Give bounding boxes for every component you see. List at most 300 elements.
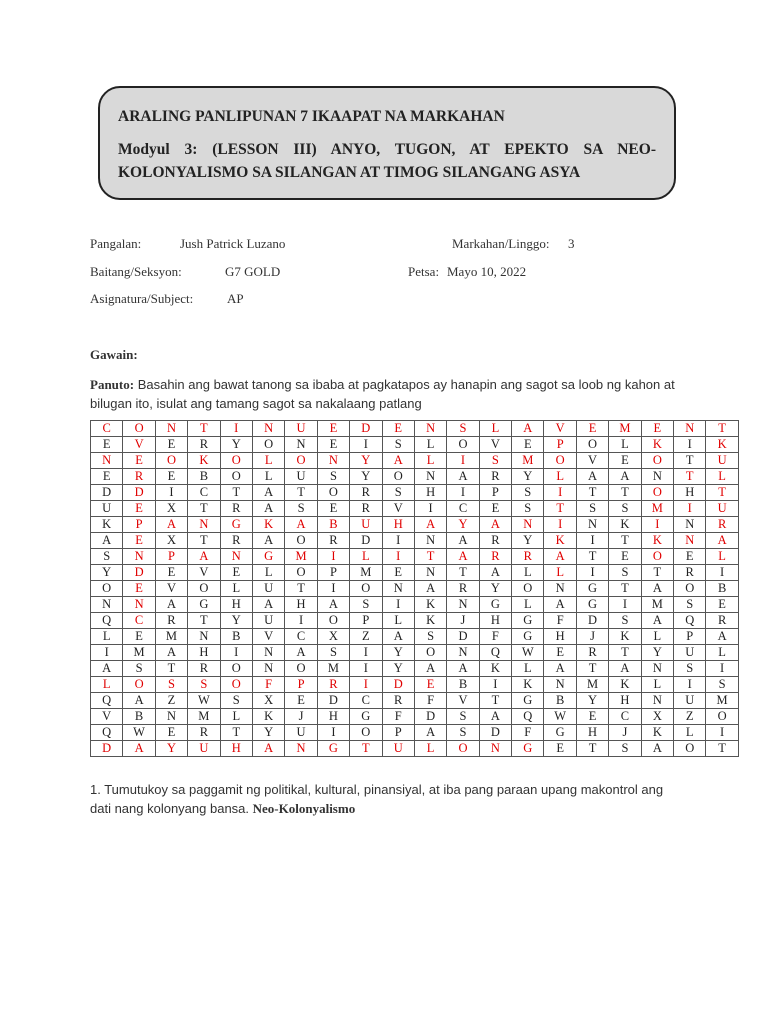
grid-cell[interactable]: S bbox=[382, 437, 414, 453]
grid-cell[interactable]: E bbox=[382, 421, 414, 437]
grid-cell[interactable]: I bbox=[382, 533, 414, 549]
grid-cell[interactable]: Z bbox=[350, 629, 382, 645]
grid-cell[interactable]: G bbox=[576, 581, 608, 597]
grid-cell[interactable]: U bbox=[350, 517, 382, 533]
grid-cell[interactable]: U bbox=[252, 581, 284, 597]
grid-cell[interactable]: G bbox=[188, 597, 220, 613]
grid-cell[interactable]: V bbox=[123, 437, 155, 453]
grid-cell[interactable]: U bbox=[252, 613, 284, 629]
grid-cell[interactable]: R bbox=[188, 661, 220, 677]
grid-cell[interactable]: A bbox=[155, 517, 187, 533]
grid-cell[interactable]: O bbox=[674, 581, 706, 597]
grid-cell[interactable]: I bbox=[674, 437, 706, 453]
grid-cell[interactable]: K bbox=[609, 629, 641, 645]
grid-cell[interactable]: S bbox=[609, 741, 641, 757]
grid-cell[interactable]: E bbox=[155, 437, 187, 453]
grid-cell[interactable]: C bbox=[285, 629, 317, 645]
grid-cell[interactable]: M bbox=[609, 421, 641, 437]
grid-cell[interactable]: U bbox=[674, 693, 706, 709]
grid-cell[interactable]: A bbox=[382, 453, 414, 469]
grid-cell[interactable]: A bbox=[317, 597, 349, 613]
grid-cell[interactable]: T bbox=[220, 725, 252, 741]
grid-cell[interactable]: A bbox=[91, 661, 123, 677]
grid-cell[interactable]: U bbox=[91, 501, 123, 517]
grid-cell[interactable]: L bbox=[641, 677, 673, 693]
grid-cell[interactable]: G bbox=[544, 725, 576, 741]
grid-cell[interactable]: L bbox=[382, 613, 414, 629]
grid-cell[interactable]: N bbox=[285, 741, 317, 757]
grid-cell[interactable]: G bbox=[252, 549, 284, 565]
grid-cell[interactable]: T bbox=[188, 613, 220, 629]
grid-cell[interactable]: S bbox=[479, 453, 511, 469]
grid-cell[interactable]: T bbox=[544, 501, 576, 517]
grid-cell[interactable]: D bbox=[123, 565, 155, 581]
grid-cell[interactable]: D bbox=[382, 677, 414, 693]
grid-cell[interactable]: P bbox=[382, 725, 414, 741]
grid-cell[interactable]: L bbox=[544, 469, 576, 485]
grid-cell[interactable]: O bbox=[285, 565, 317, 581]
grid-cell[interactable]: D bbox=[479, 725, 511, 741]
grid-cell[interactable]: L bbox=[609, 437, 641, 453]
grid-cell[interactable]: G bbox=[220, 517, 252, 533]
grid-cell[interactable]: D bbox=[447, 629, 479, 645]
grid-cell[interactable]: K bbox=[609, 677, 641, 693]
grid-cell[interactable]: A bbox=[252, 501, 284, 517]
grid-cell[interactable]: S bbox=[350, 597, 382, 613]
grid-cell[interactable]: E bbox=[382, 565, 414, 581]
grid-cell[interactable]: I bbox=[414, 501, 446, 517]
grid-cell[interactable]: P bbox=[317, 565, 349, 581]
grid-cell[interactable]: I bbox=[350, 661, 382, 677]
grid-cell[interactable]: K bbox=[609, 517, 641, 533]
grid-cell[interactable]: S bbox=[188, 677, 220, 693]
grid-cell[interactable]: H bbox=[382, 517, 414, 533]
grid-cell[interactable]: B bbox=[123, 709, 155, 725]
grid-cell[interactable]: V bbox=[252, 629, 284, 645]
grid-cell[interactable]: A bbox=[576, 469, 608, 485]
grid-cell[interactable]: A bbox=[414, 517, 446, 533]
grid-cell[interactable]: S bbox=[576, 501, 608, 517]
grid-cell[interactable]: A bbox=[155, 645, 187, 661]
grid-cell[interactable]: I bbox=[382, 549, 414, 565]
grid-cell[interactable]: X bbox=[155, 501, 187, 517]
grid-cell[interactable]: T bbox=[609, 645, 641, 661]
grid-cell[interactable]: T bbox=[609, 485, 641, 501]
grid-cell[interactable]: T bbox=[706, 485, 738, 501]
grid-cell[interactable]: E bbox=[155, 469, 187, 485]
grid-cell[interactable]: Y bbox=[512, 533, 544, 549]
grid-cell[interactable]: E bbox=[609, 549, 641, 565]
grid-cell[interactable]: E bbox=[576, 709, 608, 725]
grid-cell[interactable]: E bbox=[123, 453, 155, 469]
grid-cell[interactable]: T bbox=[674, 469, 706, 485]
grid-cell[interactable]: A bbox=[91, 533, 123, 549]
grid-cell[interactable]: E bbox=[674, 549, 706, 565]
grid-cell[interactable]: I bbox=[674, 501, 706, 517]
grid-cell[interactable]: E bbox=[91, 437, 123, 453]
grid-cell[interactable]: T bbox=[674, 453, 706, 469]
grid-cell[interactable]: F bbox=[382, 709, 414, 725]
grid-cell[interactable]: G bbox=[576, 597, 608, 613]
grid-cell[interactable]: W bbox=[188, 693, 220, 709]
grid-cell[interactable]: J bbox=[285, 709, 317, 725]
grid-cell[interactable]: R bbox=[479, 549, 511, 565]
grid-cell[interactable]: W bbox=[544, 709, 576, 725]
grid-cell[interactable]: K bbox=[479, 661, 511, 677]
grid-cell[interactable]: R bbox=[674, 565, 706, 581]
grid-cell[interactable]: T bbox=[609, 533, 641, 549]
grid-cell[interactable]: A bbox=[382, 629, 414, 645]
grid-cell[interactable]: E bbox=[317, 437, 349, 453]
grid-cell[interactable]: T bbox=[188, 421, 220, 437]
grid-cell[interactable]: I bbox=[706, 565, 738, 581]
grid-cell[interactable]: V bbox=[479, 437, 511, 453]
grid-cell[interactable]: I bbox=[447, 453, 479, 469]
grid-cell[interactable]: I bbox=[382, 597, 414, 613]
grid-cell[interactable]: V bbox=[188, 565, 220, 581]
grid-cell[interactable]: G bbox=[479, 597, 511, 613]
grid-cell[interactable]: I bbox=[317, 725, 349, 741]
grid-cell[interactable]: Y bbox=[512, 469, 544, 485]
grid-cell[interactable]: L bbox=[706, 645, 738, 661]
grid-cell[interactable]: R bbox=[479, 533, 511, 549]
grid-cell[interactable]: O bbox=[382, 469, 414, 485]
grid-cell[interactable]: N bbox=[123, 597, 155, 613]
grid-cell[interactable]: N bbox=[641, 661, 673, 677]
grid-cell[interactable]: N bbox=[576, 517, 608, 533]
grid-cell[interactable]: O bbox=[350, 725, 382, 741]
grid-cell[interactable]: K bbox=[512, 677, 544, 693]
grid-cell[interactable]: P bbox=[123, 517, 155, 533]
grid-cell[interactable]: L bbox=[252, 453, 284, 469]
grid-cell[interactable]: B bbox=[706, 581, 738, 597]
grid-cell[interactable]: N bbox=[285, 437, 317, 453]
grid-cell[interactable]: M bbox=[576, 677, 608, 693]
grid-cell[interactable]: N bbox=[512, 517, 544, 533]
grid-cell[interactable]: P bbox=[674, 629, 706, 645]
grid-cell[interactable]: K bbox=[188, 453, 220, 469]
grid-cell[interactable]: M bbox=[512, 453, 544, 469]
grid-cell[interactable]: N bbox=[641, 693, 673, 709]
grid-cell[interactable]: O bbox=[317, 613, 349, 629]
grid-cell[interactable]: S bbox=[674, 661, 706, 677]
grid-cell[interactable]: G bbox=[317, 741, 349, 757]
grid-cell[interactable]: O bbox=[252, 437, 284, 453]
grid-cell[interactable]: P bbox=[544, 437, 576, 453]
grid-cell[interactable]: O bbox=[155, 453, 187, 469]
grid-cell[interactable]: L bbox=[512, 597, 544, 613]
grid-cell[interactable]: X bbox=[155, 533, 187, 549]
grid-cell[interactable]: S bbox=[706, 677, 738, 693]
grid-cell[interactable]: T bbox=[641, 565, 673, 581]
grid-cell[interactable]: I bbox=[155, 485, 187, 501]
grid-cell[interactable]: X bbox=[317, 629, 349, 645]
grid-cell[interactable]: O bbox=[576, 437, 608, 453]
grid-cell[interactable]: O bbox=[220, 677, 252, 693]
grid-cell[interactable]: S bbox=[317, 469, 349, 485]
grid-cell[interactable]: T bbox=[447, 565, 479, 581]
grid-cell[interactable]: Y bbox=[220, 613, 252, 629]
grid-cell[interactable]: N bbox=[155, 421, 187, 437]
grid-cell[interactable]: E bbox=[155, 565, 187, 581]
grid-cell[interactable]: O bbox=[123, 421, 155, 437]
grid-cell[interactable]: T bbox=[220, 485, 252, 501]
grid-cell[interactable]: S bbox=[512, 485, 544, 501]
grid-cell[interactable]: T bbox=[285, 485, 317, 501]
grid-cell[interactable]: Y bbox=[641, 645, 673, 661]
grid-cell[interactable]: E bbox=[123, 581, 155, 597]
grid-cell[interactable]: A bbox=[512, 421, 544, 437]
grid-cell[interactable]: P bbox=[285, 677, 317, 693]
grid-cell[interactable]: T bbox=[155, 661, 187, 677]
grid-cell[interactable]: E bbox=[155, 725, 187, 741]
grid-cell[interactable]: A bbox=[414, 581, 446, 597]
grid-cell[interactable]: G bbox=[512, 629, 544, 645]
grid-cell[interactable]: Y bbox=[350, 469, 382, 485]
grid-cell[interactable]: U bbox=[285, 469, 317, 485]
grid-cell[interactable]: E bbox=[285, 693, 317, 709]
grid-cell[interactable]: N bbox=[414, 421, 446, 437]
grid-cell[interactable]: S bbox=[447, 421, 479, 437]
grid-cell[interactable]: K bbox=[641, 725, 673, 741]
grid-cell[interactable]: E bbox=[609, 453, 641, 469]
grid-cell[interactable]: W bbox=[123, 725, 155, 741]
grid-cell[interactable]: E bbox=[317, 501, 349, 517]
grid-cell[interactable]: K bbox=[641, 437, 673, 453]
grid-cell[interactable]: L bbox=[674, 725, 706, 741]
grid-cell[interactable]: O bbox=[641, 485, 673, 501]
grid-cell[interactable]: C bbox=[350, 693, 382, 709]
grid-cell[interactable]: E bbox=[479, 501, 511, 517]
grid-cell[interactable]: D bbox=[91, 741, 123, 757]
grid-cell[interactable]: I bbox=[285, 613, 317, 629]
grid-cell[interactable]: Y bbox=[576, 693, 608, 709]
grid-cell[interactable]: R bbox=[350, 485, 382, 501]
grid-cell[interactable]: X bbox=[641, 709, 673, 725]
grid-cell[interactable]: N bbox=[123, 549, 155, 565]
grid-cell[interactable]: I bbox=[350, 645, 382, 661]
grid-cell[interactable]: T bbox=[479, 693, 511, 709]
grid-cell[interactable]: A bbox=[414, 661, 446, 677]
grid-cell[interactable]: R bbox=[317, 677, 349, 693]
grid-cell[interactable]: I bbox=[706, 661, 738, 677]
grid-cell[interactable]: K bbox=[252, 517, 284, 533]
grid-cell[interactable]: I bbox=[706, 725, 738, 741]
grid-cell[interactable]: O bbox=[447, 741, 479, 757]
grid-cell[interactable]: R bbox=[479, 469, 511, 485]
grid-cell[interactable]: Y bbox=[350, 453, 382, 469]
grid-cell[interactable]: A bbox=[544, 597, 576, 613]
grid-cell[interactable]: N bbox=[252, 421, 284, 437]
grid-cell[interactable]: S bbox=[317, 645, 349, 661]
grid-cell[interactable]: F bbox=[479, 629, 511, 645]
grid-cell[interactable]: T bbox=[188, 501, 220, 517]
grid-cell[interactable]: L bbox=[220, 709, 252, 725]
grid-cell[interactable]: N bbox=[220, 549, 252, 565]
grid-cell[interactable]: H bbox=[317, 709, 349, 725]
grid-cell[interactable]: L bbox=[414, 437, 446, 453]
grid-cell[interactable]: L bbox=[414, 453, 446, 469]
grid-cell[interactable]: D bbox=[123, 485, 155, 501]
grid-cell[interactable]: A bbox=[447, 469, 479, 485]
grid-cell[interactable]: A bbox=[479, 709, 511, 725]
grid-cell[interactable]: D bbox=[317, 693, 349, 709]
grid-cell[interactable]: F bbox=[252, 677, 284, 693]
grid-cell[interactable]: H bbox=[609, 693, 641, 709]
grid-cell[interactable]: A bbox=[123, 693, 155, 709]
grid-cell[interactable]: E bbox=[91, 469, 123, 485]
grid-cell[interactable]: N bbox=[544, 581, 576, 597]
grid-cell[interactable]: L bbox=[641, 629, 673, 645]
grid-cell[interactable]: S bbox=[674, 597, 706, 613]
grid-cell[interactable]: I bbox=[317, 581, 349, 597]
grid-cell[interactable]: L bbox=[414, 741, 446, 757]
grid-cell[interactable]: K bbox=[91, 517, 123, 533]
grid-cell[interactable]: N bbox=[91, 453, 123, 469]
grid-cell[interactable]: V bbox=[544, 421, 576, 437]
grid-cell[interactable]: O bbox=[641, 549, 673, 565]
grid-cell[interactable]: A bbox=[285, 645, 317, 661]
grid-cell[interactable]: L bbox=[252, 469, 284, 485]
grid-cell[interactable]: E bbox=[544, 741, 576, 757]
grid-cell[interactable]: S bbox=[609, 565, 641, 581]
grid-cell[interactable]: J bbox=[609, 725, 641, 741]
grid-cell[interactable]: N bbox=[479, 741, 511, 757]
grid-cell[interactable]: R bbox=[317, 533, 349, 549]
grid-cell[interactable]: T bbox=[609, 581, 641, 597]
grid-cell[interactable]: A bbox=[609, 469, 641, 485]
grid-cell[interactable]: E bbox=[706, 597, 738, 613]
grid-cell[interactable]: S bbox=[285, 501, 317, 517]
grid-cell[interactable]: O bbox=[220, 469, 252, 485]
grid-cell[interactable]: W bbox=[512, 645, 544, 661]
grid-cell[interactable]: Z bbox=[155, 693, 187, 709]
grid-cell[interactable]: I bbox=[479, 677, 511, 693]
grid-cell[interactable]: Q bbox=[91, 613, 123, 629]
grid-cell[interactable]: S bbox=[91, 549, 123, 565]
grid-cell[interactable]: R bbox=[188, 725, 220, 741]
grid-cell[interactable]: P bbox=[155, 549, 187, 565]
grid-cell[interactable]: G bbox=[512, 741, 544, 757]
grid-cell[interactable]: F bbox=[512, 725, 544, 741]
grid-cell[interactable]: H bbox=[479, 613, 511, 629]
grid-cell[interactable]: I bbox=[350, 677, 382, 693]
grid-cell[interactable]: G bbox=[512, 693, 544, 709]
grid-cell[interactable]: U bbox=[706, 453, 738, 469]
grid-cell[interactable]: E bbox=[317, 421, 349, 437]
grid-cell[interactable]: B bbox=[447, 677, 479, 693]
grid-cell[interactable]: R bbox=[220, 533, 252, 549]
grid-cell[interactable]: N bbox=[414, 565, 446, 581]
grid-cell[interactable]: S bbox=[609, 501, 641, 517]
grid-cell[interactable]: B bbox=[317, 517, 349, 533]
grid-cell[interactable]: H bbox=[220, 741, 252, 757]
grid-cell[interactable]: O bbox=[674, 741, 706, 757]
grid-cell[interactable]: A bbox=[706, 629, 738, 645]
grid-cell[interactable]: H bbox=[576, 725, 608, 741]
grid-cell[interactable]: R bbox=[512, 549, 544, 565]
grid-cell[interactable]: S bbox=[155, 677, 187, 693]
grid-cell[interactable]: M bbox=[641, 501, 673, 517]
grid-cell[interactable]: K bbox=[544, 533, 576, 549]
grid-cell[interactable]: D bbox=[350, 421, 382, 437]
grid-cell[interactable]: S bbox=[414, 629, 446, 645]
grid-cell[interactable]: Q bbox=[512, 709, 544, 725]
grid-cell[interactable]: U bbox=[674, 645, 706, 661]
grid-cell[interactable]: I bbox=[350, 437, 382, 453]
grid-cell[interactable]: O bbox=[414, 645, 446, 661]
grid-cell[interactable]: A bbox=[285, 517, 317, 533]
grid-cell[interactable]: L bbox=[252, 565, 284, 581]
grid-cell[interactable]: O bbox=[512, 581, 544, 597]
grid-cell[interactable]: P bbox=[479, 485, 511, 501]
grid-cell[interactable]: H bbox=[674, 485, 706, 501]
grid-cell[interactable]: N bbox=[674, 517, 706, 533]
grid-cell[interactable]: M bbox=[350, 565, 382, 581]
grid-cell[interactable]: B bbox=[188, 469, 220, 485]
grid-cell[interactable]: C bbox=[91, 421, 123, 437]
grid-cell[interactable]: R bbox=[576, 645, 608, 661]
grid-cell[interactable]: E bbox=[414, 677, 446, 693]
grid-cell[interactable]: A bbox=[641, 581, 673, 597]
grid-cell[interactable]: D bbox=[576, 613, 608, 629]
grid-cell[interactable]: R bbox=[220, 501, 252, 517]
grid-cell[interactable]: O bbox=[220, 453, 252, 469]
grid-cell[interactable]: S bbox=[447, 709, 479, 725]
grid-cell[interactable]: E bbox=[123, 501, 155, 517]
grid-cell[interactable]: C bbox=[447, 501, 479, 517]
grid-cell[interactable]: D bbox=[414, 709, 446, 725]
grid-cell[interactable]: U bbox=[188, 741, 220, 757]
grid-cell[interactable]: O bbox=[91, 581, 123, 597]
grid-cell[interactable]: H bbox=[285, 597, 317, 613]
grid-cell[interactable]: O bbox=[706, 709, 738, 725]
grid-cell[interactable]: I bbox=[544, 485, 576, 501]
grid-cell[interactable]: O bbox=[123, 677, 155, 693]
grid-cell[interactable]: Y bbox=[479, 581, 511, 597]
grid-cell[interactable]: L bbox=[512, 565, 544, 581]
grid-cell[interactable]: G bbox=[350, 709, 382, 725]
grid-cell[interactable]: A bbox=[641, 741, 673, 757]
grid-cell[interactable]: R bbox=[350, 501, 382, 517]
grid-cell[interactable]: I bbox=[641, 517, 673, 533]
grid-cell[interactable]: N bbox=[414, 469, 446, 485]
grid-cell[interactable]: V bbox=[382, 501, 414, 517]
grid-cell[interactable]: O bbox=[285, 661, 317, 677]
grid-cell[interactable]: Q bbox=[674, 613, 706, 629]
grid-cell[interactable]: R bbox=[706, 517, 738, 533]
grid-cell[interactable]: N bbox=[641, 469, 673, 485]
grid-cell[interactable]: M bbox=[641, 597, 673, 613]
grid-cell[interactable]: A bbox=[609, 661, 641, 677]
grid-cell[interactable]: M bbox=[285, 549, 317, 565]
grid-cell[interactable]: H bbox=[188, 645, 220, 661]
grid-cell[interactable]: R bbox=[188, 437, 220, 453]
grid-cell[interactable]: A bbox=[706, 533, 738, 549]
grid-cell[interactable]: N bbox=[544, 677, 576, 693]
grid-cell[interactable]: P bbox=[350, 613, 382, 629]
grid-cell[interactable]: N bbox=[447, 645, 479, 661]
grid-cell[interactable]: O bbox=[285, 533, 317, 549]
grid-cell[interactable]: T bbox=[576, 661, 608, 677]
grid-cell[interactable]: A bbox=[123, 741, 155, 757]
grid-cell[interactable]: N bbox=[155, 709, 187, 725]
grid-cell[interactable]: O bbox=[285, 453, 317, 469]
grid-cell[interactable]: T bbox=[414, 549, 446, 565]
grid-cell[interactable]: Q bbox=[479, 645, 511, 661]
grid-cell[interactable]: Q bbox=[91, 725, 123, 741]
grid-cell[interactable]: T bbox=[576, 549, 608, 565]
